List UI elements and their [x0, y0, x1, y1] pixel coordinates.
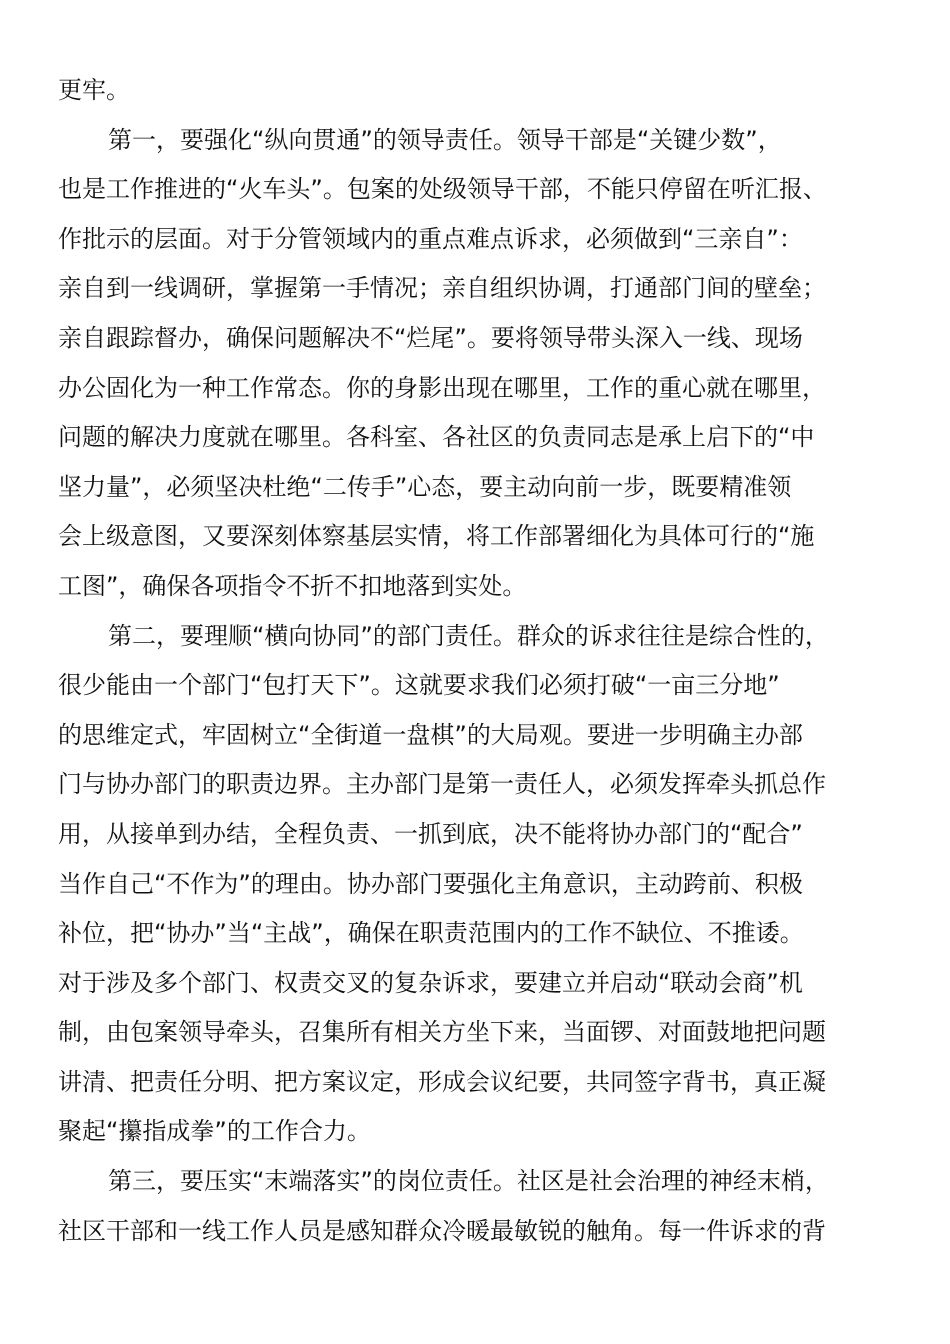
text-line: 的思维定式，牢固树立“全街道一盘棋”的大局观。要进一步明确主办部	[58, 720, 803, 749]
text-line: 对于涉及多个部门、权责交叉的复杂诉求，要建立并启动“联动会商”机	[58, 968, 803, 997]
text-line: 当作自己“不作为”的理由。协办部门要强化主角意识，主动跨前、积极	[58, 869, 803, 898]
text-line: 工图”，确保各项指令不折不扣地落到实处。	[58, 571, 527, 600]
paragraph-first-line: 第一，要强化“纵向贯通”的领导责任。领导干部是“关键少数”，	[108, 125, 782, 154]
text-line: 补位，把“协办”当“主战”，确保在职责范围内的工作不缺位、不推诿。	[58, 919, 804, 948]
text-line: 制，由包案领导牵头，召集所有相关方坐下来，当面锣、对面鼓地把问题	[58, 1018, 826, 1047]
text-line: 亲自到一线调研，掌握第一手情况；亲自组织协调，打通部门间的壁垒；	[58, 274, 826, 303]
paragraph-first-line: 第三，要压实“末端落实”的岗位责任。社区是社会治理的神经末梢，	[108, 1167, 829, 1196]
text-line: 聚起“攥指成拳”的工作合力。	[58, 1117, 371, 1146]
text-line: 很少能由一个部门“包打天下”。这就要求我们必须打破“一亩三分地”	[58, 671, 780, 700]
body-text	[58, 66, 898, 1256]
text-line: 门与协办部门的职责边界。主办部门是第一责任人，必须发挥牵头抓总作	[58, 770, 826, 799]
text-line: 作批示的层面。对于分管领域内的重点难点诉求，必须做到“三亲自”：	[58, 224, 803, 253]
text-line: 讲清、把责任分明、把方案议定，形成会议纪要，共同签字背书，真正凝	[58, 1067, 826, 1096]
text-line: 也是工作推进的“火车头”。包案的处级领导干部，不能只停留在听汇报、	[58, 175, 827, 204]
text-line: 用，从接单到办结，全程负责、一抓到底，决不能将协办部门的“配合”	[58, 819, 803, 848]
text-line: 更牢。	[58, 76, 130, 104]
text-line: 办公固化为一种工作常态。你的身影出现在哪里，工作的重心就在哪里，	[58, 373, 826, 402]
text-line: 问题的解决力度就在哪里。各科室、各社区的负责同志是承上启下的“中	[58, 423, 815, 452]
text-line: 会上级意图，又要深刻体察基层实情，将工作部署细化为具体可行的“施	[58, 522, 815, 551]
text-line: 亲自跟踪督办，确保问题解决不“烂尾”。要将领导带头深入一线、现场	[58, 323, 803, 352]
text-line: 坚力量”，必须坚决杜绝“二传手”心态，要主动向前一步，既要精准领	[58, 472, 792, 501]
text-line: 社区干部和一线工作人员是感知群众冷暖最敏锐的触角。每一件诉求的背	[58, 1216, 826, 1245]
paragraph-first-line: 第二，要理顺“横向协同”的部门责任。群众的诉求往往是综合性的，	[108, 621, 829, 650]
